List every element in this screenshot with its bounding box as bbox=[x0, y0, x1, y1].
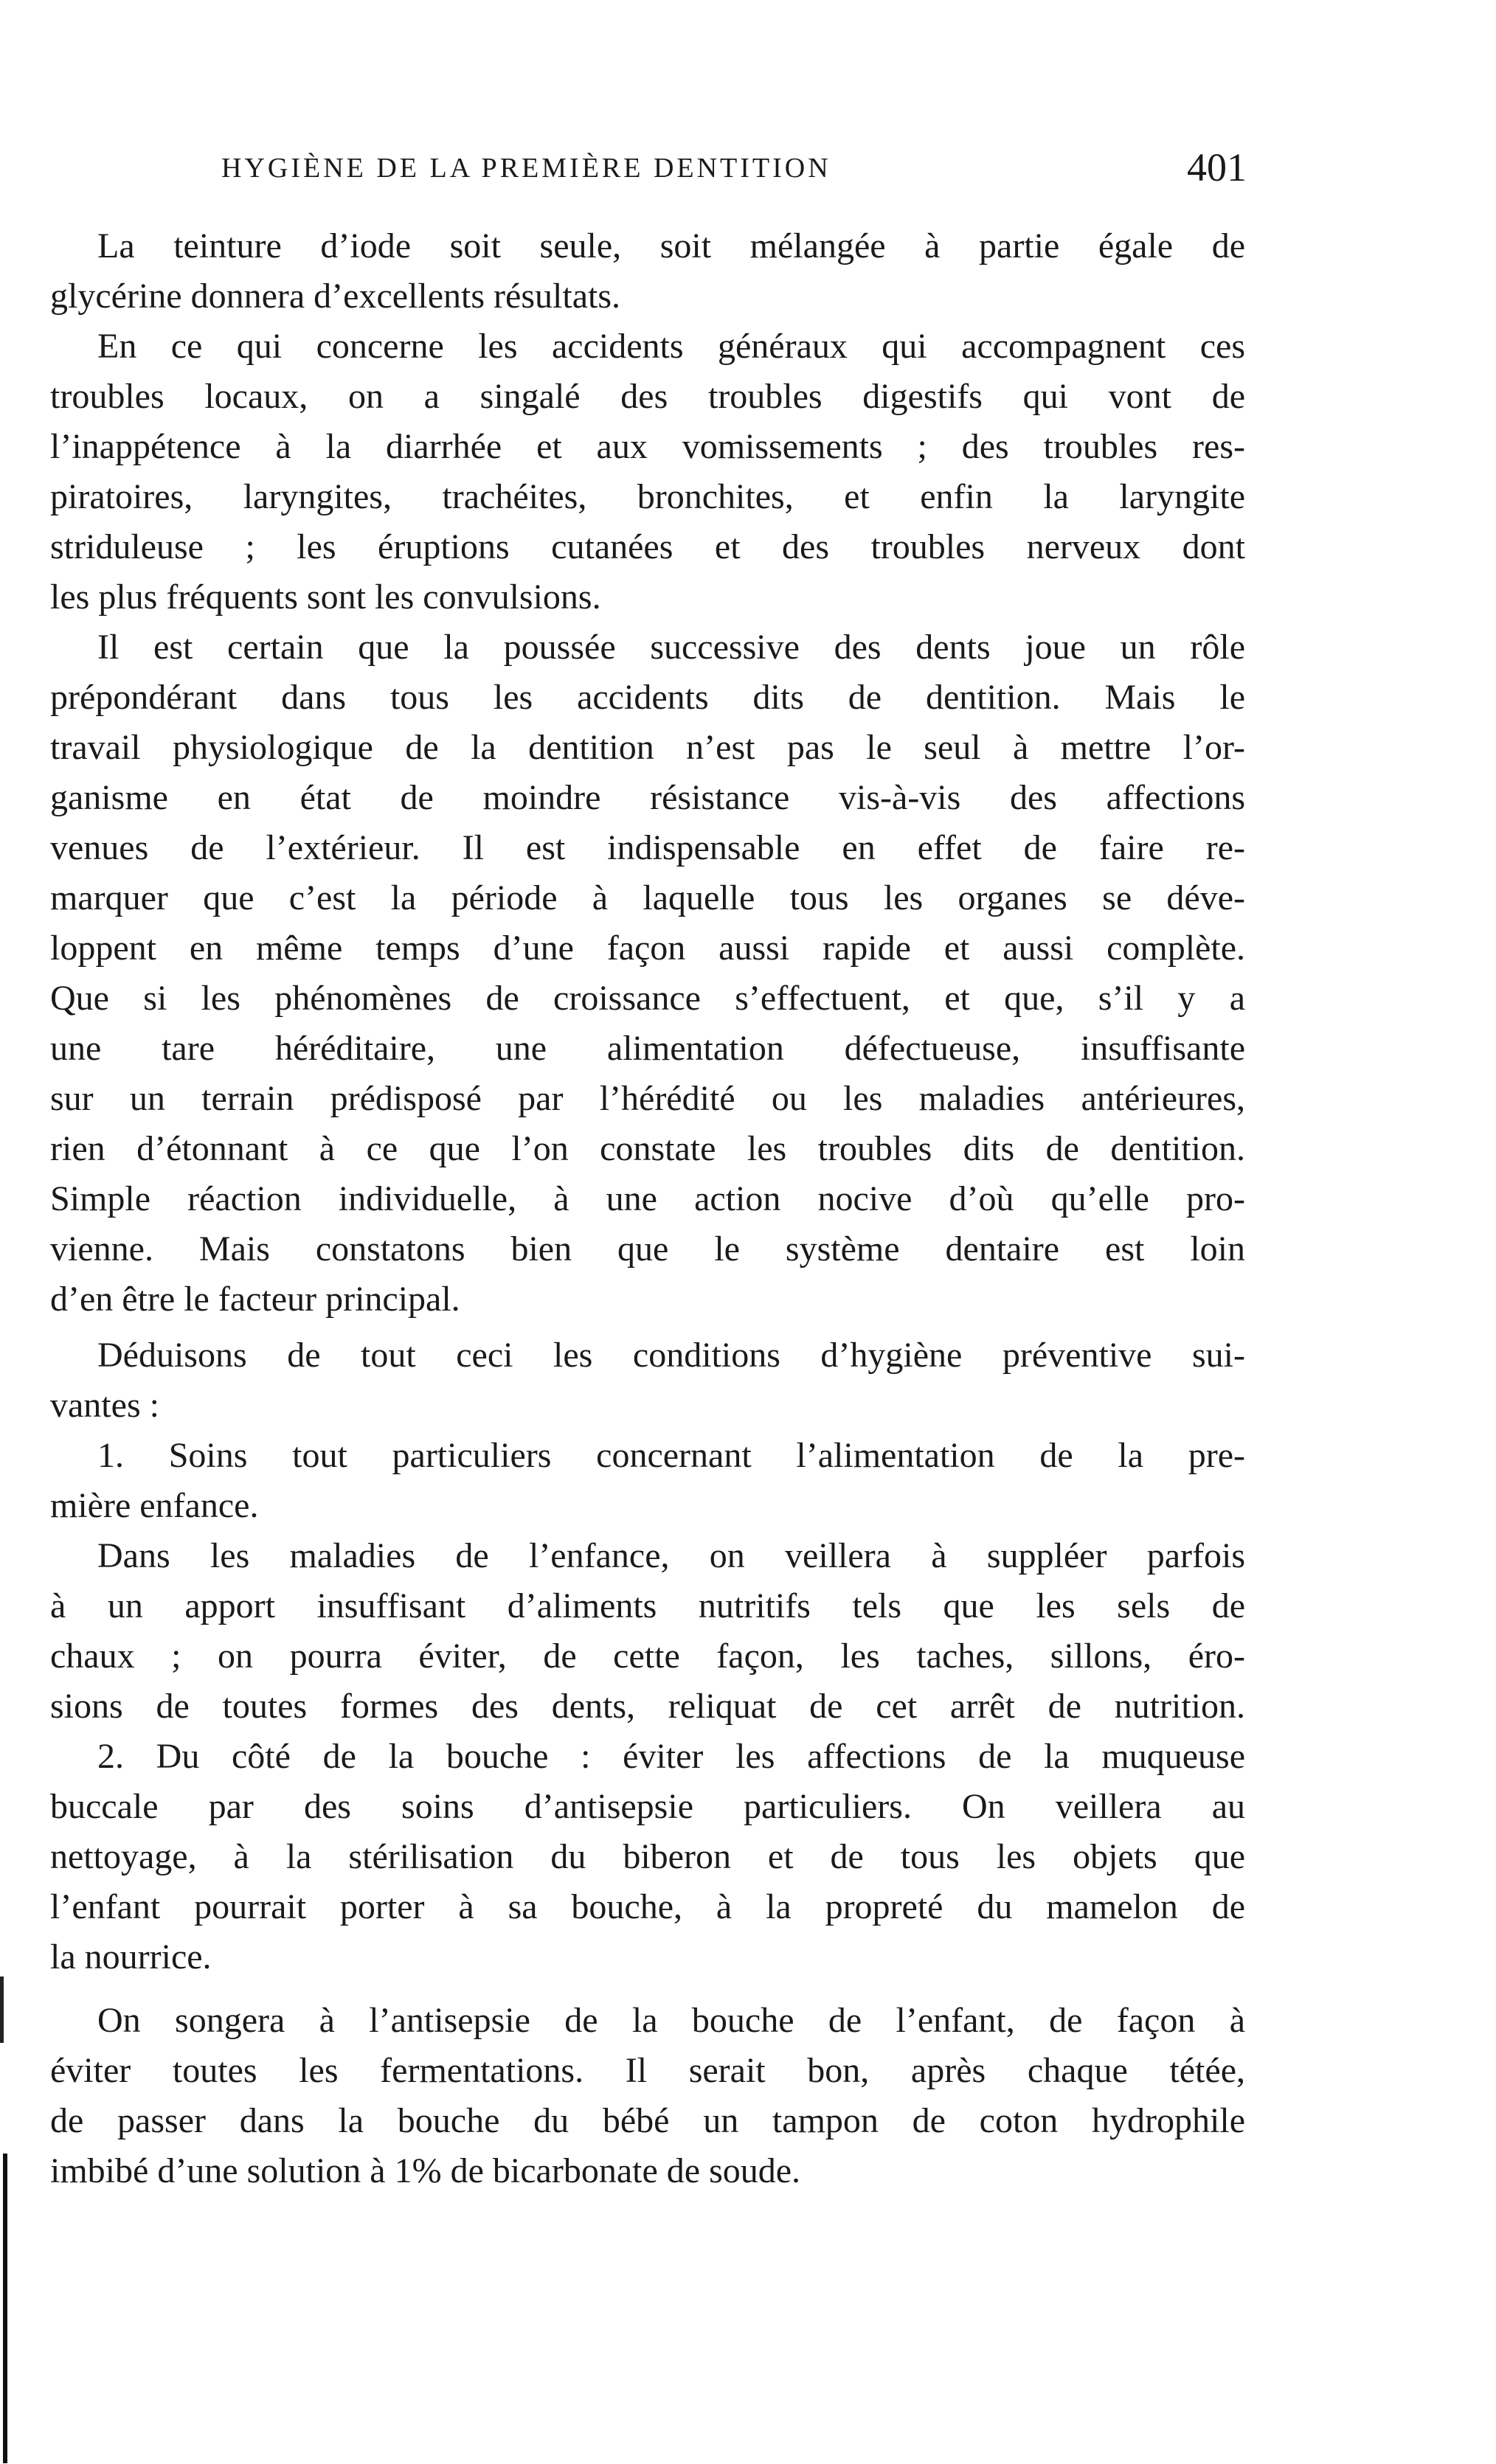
text-line: à un apport insuffisant d’aliments nutritifs tels que les sels de bbox=[50, 1586, 1245, 1625]
body-text bbox=[50, 221, 1245, 2196]
text-line: les plus fréquents sont les convulsions. bbox=[50, 577, 601, 617]
text-line: vienne. Mais constatons bien que le système dentaire est loin bbox=[50, 1229, 1245, 1269]
text-line: glycérine donnera d’excellents résultats. bbox=[50, 277, 621, 316]
text-line: l’inappétence à la diarrhée et aux vomissements ; des troubles res- bbox=[50, 427, 1245, 466]
text-line: une tare héréditaire, une alimentation défectueuse, insuffisante bbox=[50, 1029, 1245, 1068]
running-title: HYGIÈNE DE LA PREMIÈRE DENTITION bbox=[221, 153, 831, 184]
text-line: d’en être le facteur principal. bbox=[50, 1280, 460, 1319]
text-line: nettoyage, à la stérilisation du biberon et de tous les objets que bbox=[50, 1837, 1245, 1876]
text-line: piratoires, laryngites, trachéites, bronchites, et enfin la laryngite bbox=[50, 477, 1245, 516]
text-line: mière enfance. bbox=[50, 1486, 259, 1525]
scan-edge-mark bbox=[0, 1977, 4, 2043]
text-line: imbibé d’une solution à 1% de bicarbonate de soude. bbox=[50, 2151, 801, 2190]
text-line: On songera à l’antisepsie de la bouche de l’enfant, de façon à bbox=[97, 2001, 1245, 2040]
page-number: 401 bbox=[1187, 145, 1247, 190]
text-line: Que si les phénomènes de croissance s’effectuent, et que, s’il y a bbox=[50, 979, 1245, 1018]
text-line: éviter toutes les fermentations. Il serait bon, après chaque tétée, bbox=[50, 2051, 1245, 2090]
running-head bbox=[221, 145, 1247, 196]
text-line: 1. Soins tout particuliers concernant l’alimentation de la pre- bbox=[97, 1436, 1245, 1475]
text-line: chaux ; on pourra éviter, de cette façon, les taches, sillons, éro- bbox=[50, 1637, 1245, 1676]
text-line: striduleuse ; les éruptions cutanées et des troubles nerveux dont bbox=[50, 527, 1245, 566]
text-line: buccale par des soins d’antisepsie particuliers. On veillera au bbox=[50, 1787, 1245, 1826]
text-line: venues de l’extérieur. Il est indispensable en effet de faire re- bbox=[50, 828, 1245, 867]
text-line: Il est certain que la poussée successive des dents joue un rôle bbox=[97, 628, 1245, 667]
text-line: sions de toutes formes des dents, reliquat de cet arrêt de nutrition. bbox=[50, 1687, 1245, 1726]
text-line: prépondérant dans tous les accidents dits de dentition. Mais le bbox=[50, 678, 1245, 717]
text-line: ganisme en état de moindre résistance vis-à-vis des affections bbox=[50, 778, 1245, 817]
text-line: l’enfant pourrait porter à sa bouche, à la propreté du mamelon de bbox=[50, 1887, 1245, 1926]
text-line: vantes : bbox=[50, 1386, 159, 1425]
text-line: En ce qui concerne les accidents généraux qui accompagnent ces bbox=[97, 327, 1245, 366]
text-line: la nourrice. bbox=[50, 1937, 212, 1977]
text-line: de passer dans la bouche du bébé un tampon de coton hydrophile bbox=[50, 2101, 1245, 2140]
scan-binding-shadow bbox=[3, 2154, 7, 2463]
text-line: travail physiologique de la dentition n’est pas le seul à mettre l’or- bbox=[50, 728, 1245, 767]
text-line: 2. Du côté de la bouche : éviter les affections de la muqueuse bbox=[97, 1737, 1245, 1776]
text-line: rien d’étonnant à ce que l’on constate les troubles dits de dentition. bbox=[50, 1129, 1245, 1168]
text-line: La teinture d’iode soit seule, soit mélangée à partie égale de bbox=[97, 226, 1245, 266]
text-line: Simple réaction individuelle, à une action nocive d’où qu’elle pro- bbox=[50, 1179, 1245, 1218]
text-line: sur un terrain prédisposé par l’hérédité ou les maladies antérieures, bbox=[50, 1079, 1245, 1118]
text-line: loppent en même temps d’une façon aussi rapide et aussi complète. bbox=[50, 929, 1245, 968]
text-line: Déduisons de tout ceci les conditions d’hygiène préventive sui- bbox=[97, 1336, 1245, 1375]
text-line: Dans les maladies de l’enfance, on veillera à suppléer parfois bbox=[97, 1536, 1245, 1575]
text-line: marquer que c’est la période à laquelle tous les organes se déve- bbox=[50, 878, 1245, 917]
text-line: troubles locaux, on a singalé des troubles digestifs qui vont de bbox=[50, 377, 1245, 416]
